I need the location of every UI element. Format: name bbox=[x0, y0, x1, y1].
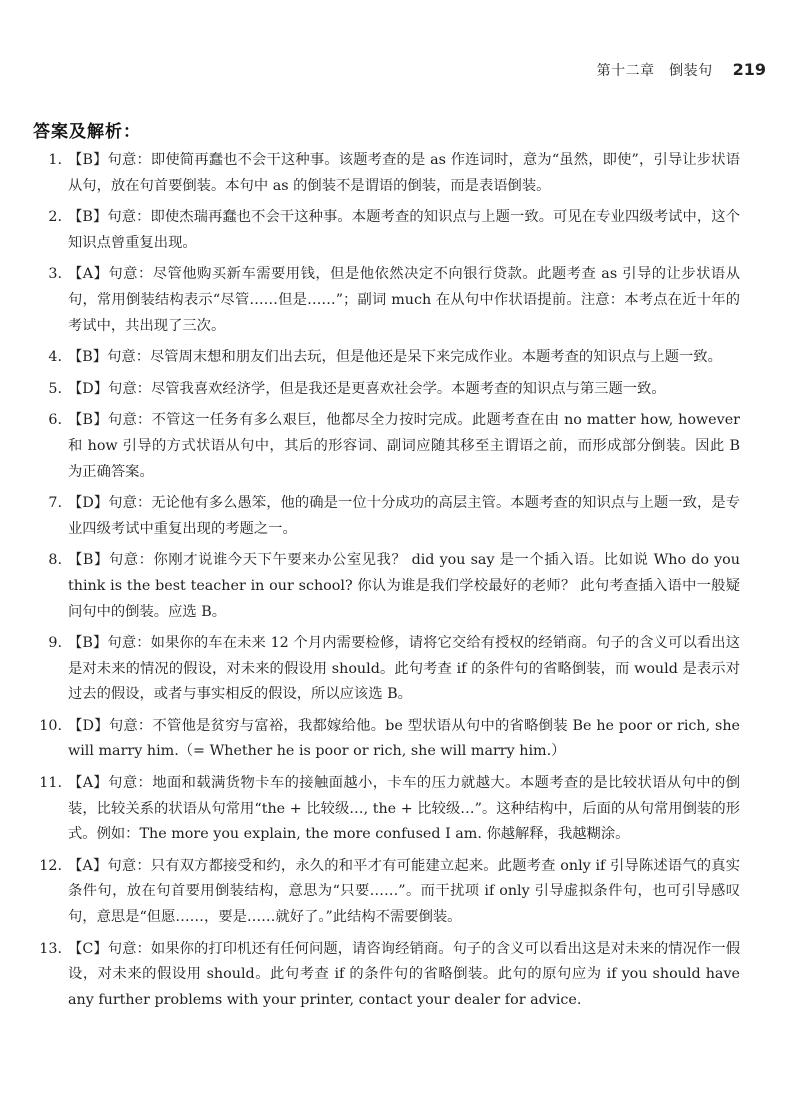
answer-item bbox=[30, 937, 740, 1014]
answer-number: 11. bbox=[39, 775, 62, 792]
chapter-title: 第十二章 倒装句 bbox=[596, 63, 713, 79]
answer-explanation: 【B】句意：即使简再蠢也不会干这种事。该题考查的是 as 作连词时，意为“虽然，即使”，引导让步状语从句，放在句首要倒装。本句中 as 的倒装不是谓语的倒装，而是表语倒装。 bbox=[68, 152, 740, 194]
answer-explanation: 【D】句意：尽管我喜欢经济学，但是我还是更喜欢社会学。本题考查的知识点与第三题一致。 bbox=[68, 380, 666, 397]
answer-item bbox=[30, 854, 740, 931]
answer-number: 1. bbox=[48, 152, 62, 168]
answer-number: 8. bbox=[48, 552, 62, 569]
answer-number: 7. bbox=[48, 495, 62, 512]
answer-explanation: 【D】句意：无论他有多么愚笨，他的确是一位十分成功的高层主管。本题考查的知识点与上题一致，是专业四级考试中重复出现的考题之一。 bbox=[68, 495, 740, 537]
answer-number: 5. bbox=[48, 380, 62, 397]
answer-number: 4. bbox=[48, 349, 62, 366]
answer-number: 3. bbox=[48, 266, 62, 283]
answer-item bbox=[30, 771, 740, 848]
section-title: 答案及解析： bbox=[33, 122, 141, 142]
answer-explanation: 【B】句意：不管这一任务有多么艰巨，他都尽全力按时完成。此题考查在由 no matter how, however 和 how 引导的方式状语从句中，其后的形容词、副词应随其移至主谓语之前，而形成部分倒装。因此 B 为正确答案。 bbox=[68, 412, 740, 480]
answer-explanation: 【B】句意：尽管周末想和朋友们出去玩，但是他还是呆下来完成作业。本题考查的知识点与上题一致。 bbox=[68, 349, 722, 366]
page-number: 219 bbox=[732, 60, 766, 79]
answer-item bbox=[30, 377, 740, 403]
answer-item bbox=[30, 205, 740, 256]
answer-item bbox=[30, 491, 740, 542]
running-header bbox=[597, 60, 766, 80]
answer-item bbox=[30, 262, 740, 339]
answer-explanation: 【C】句意：如果你的打印机还有任何问题，请咨询经销商。句子的含义可以看出这是对未来的情况作一假设，对未来的假设用 should。此句考查 if 的条件句的省略倒装。此句的原句应为 if you should have any further problems with your printer, contact your dealer for advice. bbox=[68, 940, 740, 1008]
answer-item bbox=[30, 631, 740, 708]
answer-explanation: 【A】句意：只有双方都接受和约，永久的和平才有可能建立起来。此题考查 only if 引导陈述语气的真实条件句，放在句首要用倒装结构，意思为“只要……”。而干扰项 if only 引导虚拟条件句，也可引导感叹句，意思是“但愿……，要是……就好了。”此结构不需要倒装。 bbox=[68, 857, 740, 926]
answer-number: 13. bbox=[39, 940, 62, 957]
answer-item bbox=[30, 548, 740, 625]
answer-explanation: 【B】句意：即使杰瑞再蠢也不会干这种事。本题考查的知识点与上题一致。可见在专业四级考试中，这个知识点曾重复出现。 bbox=[68, 209, 740, 251]
answer-number: 9. bbox=[48, 635, 62, 652]
answer-explanation: 【D】句意：不管他是贫穷与富裕，我都嫁给他。be 型状语从句中的省略倒装 Be he poor or rich, she will marry him.（= Whether he is poor or rich, she will marry him.） bbox=[68, 717, 740, 760]
answer-item bbox=[30, 148, 740, 199]
answer-item bbox=[30, 408, 740, 485]
answer-number: 6. bbox=[48, 412, 62, 429]
answer-number: 12. bbox=[39, 857, 62, 874]
answer-number: 10. bbox=[39, 717, 62, 734]
answer-explanation: 【B】句意：如果你的车在未来 12 个月内需要检修，请将它交给有授权的经销商。句子的含义可以看出这是对未来的情况的假设，对未来的假设用 should。此句考查 if 的条件句的省略倒装，而 would 是表示对过去的假设，或者与事实相反的假设，所以应该选 B。 bbox=[68, 635, 740, 703]
answer-item bbox=[30, 345, 740, 371]
answer-explanation: 【A】句意：地面和载满货物卡车的接触面越小，卡车的压力就越大。本题考查的是比较状语从句中的倒装，比较关系的状语从句常用“the + 比较级…, the + 比较级…”。这种结构中，后面的从句常用倒装的形式。例如：The more you explain, the more confused I am. 你越解释，我越糊涂。 bbox=[68, 775, 740, 843]
answer-explanation: 【A】句意：尽管他购买新车需要用钱，但是他依然决定不向银行贷款。此题考查 as 引导的让步状语从句，常用倒装结构表示“尽管……但是……”；副词 much 在从句中作状语提前。注意：本考点在近十年的考试中，共出现了三次。 bbox=[68, 266, 740, 334]
answer-item bbox=[30, 714, 740, 765]
answer-number: 2. bbox=[48, 209, 62, 226]
answer-list bbox=[30, 148, 740, 1019]
answer-explanation: 【B】句意：你刚才说谁今天下午要来办公室见我？ did you say 是一个插入语。比如说 Who do you think is the best teacher in our school? 你认为谁是我们学校最好的老师？ 此句考查插入语中一般疑问句中的倒装。应选 B。 bbox=[68, 552, 740, 620]
